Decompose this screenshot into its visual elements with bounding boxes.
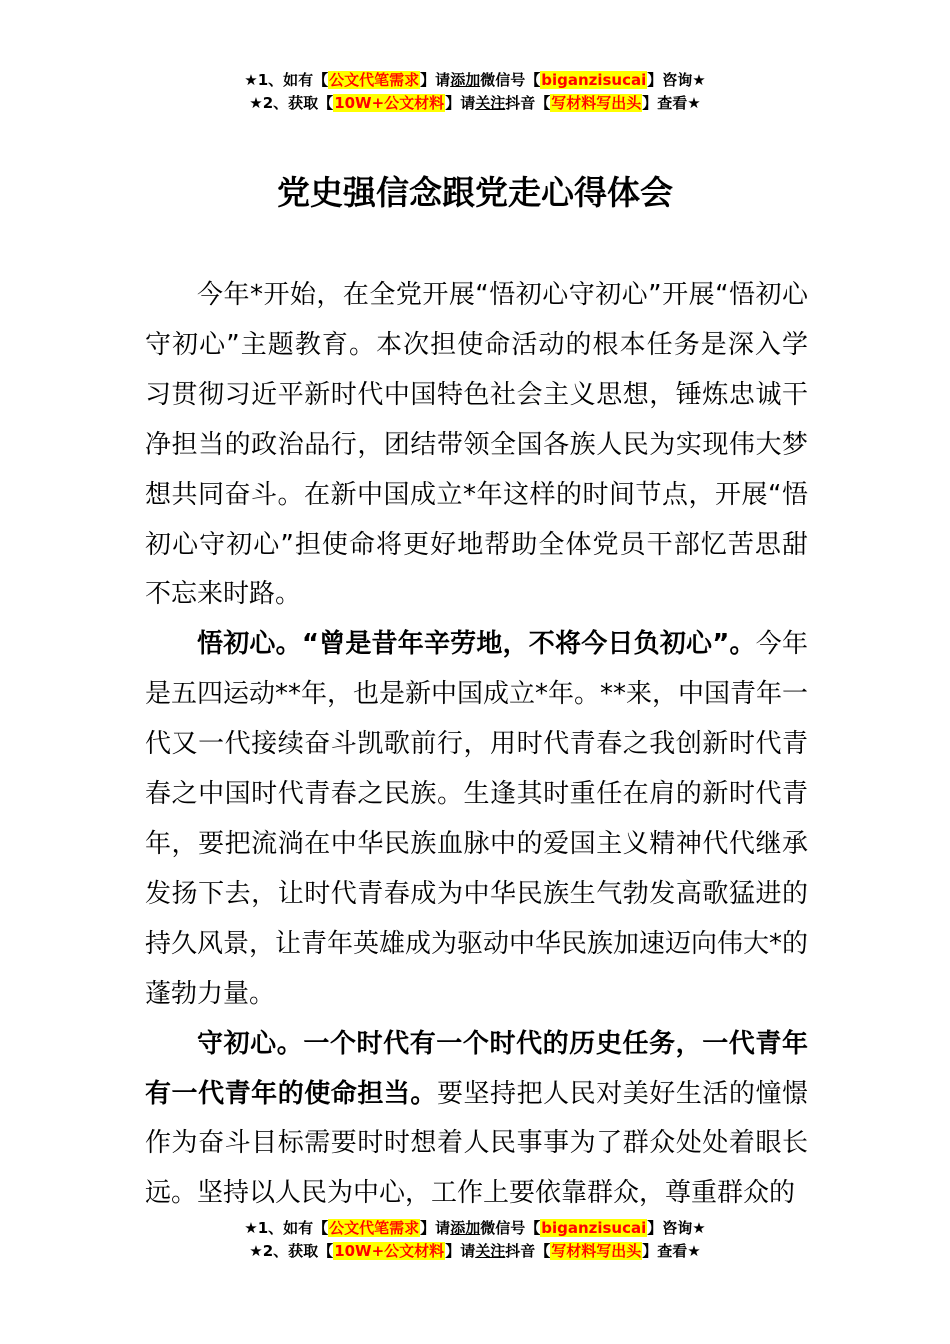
highlight-writing-service: 公文代笔需求	[329, 1219, 420, 1237]
paragraph-heading: 守初心。一个时代有一个时代的历史任务，一代青年有一代青年的使命担当。	[145, 1028, 808, 1109]
banner-line-1: ★1、如有【公文代笔需求】请添加微信号【biganzisucai】咨询★	[244, 71, 706, 89]
banner-line-1: ★1、如有【公文代笔需求】请添加微信号【biganzisucai】咨询★	[244, 1219, 706, 1237]
document-title: 党史强信念跟党走心得体会	[277, 173, 673, 212]
highlight-wechat-id: biganzisucai	[541, 71, 647, 89]
highlight-wechat-id: biganzisucai	[541, 1219, 647, 1237]
highlight-materials: 10W+公文材料	[334, 1242, 445, 1260]
paragraph-wu-chuxin: 悟初心。“曾是昔年辛劳地，不将今日负初心”。今年是五四运动**年，也是新中国成立*年。**来，中国青年一代又一代接续奋斗凯歌前行，用时代青春之我创新时代青春之中国时代青春之民族。生逢其时重任在肩的新时代青年，要把流淌在中华民族血脉中的爱国主义精神代代继承发扬下去，让时代青春成为中华民族生气勃发高歌猛进的持久风景，让青年英雄成为驱动中华民族加速迈向伟大*的蓬勃力量。	[145, 629, 809, 1009]
highlight-douyin-account: 写材料写出头	[551, 1242, 642, 1260]
footer-banner	[0, 1217, 950, 1263]
highlight-douyin-account: 写材料写出头	[551, 94, 642, 112]
paragraph-shou-chuxin: 守初心。一个时代有一个时代的历史任务，一代青年有一代青年的使命担当。要坚持把人民对美好生活的憧憬作为奋斗目标需要时时想着人民事事为了群众处处着眼长远。坚持以人民为中心，工作上要依靠群众，尊重群众的	[145, 1028, 808, 1209]
document-body	[145, 271, 808, 1219]
highlight-materials: 10W+公文材料	[334, 94, 445, 112]
banner-line-2: ★2、获取【10W+公文材料】请关注抖音【写材料写出头】查看★	[249, 94, 701, 112]
header-banner	[0, 69, 950, 115]
highlight-writing-service: 公文代笔需求	[329, 71, 420, 89]
paragraph-heading: 悟初心。“曾是昔年辛劳地，不将今日负初心”。	[197, 629, 756, 660]
banner-line-2: ★2、获取【10W+公文材料】请关注抖音【写材料写出头】查看★	[249, 1242, 701, 1260]
paragraph-intro: 今年*开始，在全党开展“悟初心守初心”开展“悟初心守初心”主题教育。本次担使命活动的根本任务是深入学习贯彻习近平新时代中国特色社会主义思想，锤炼忠诚干净担当的政治品行，团结带领全国各族人民为实现伟大梦想共同奋斗。在新中国成立*年这样的时间节点，开展“悟初心守初心”担使命将更好地帮助全体党员干部忆苦思甜不忘来时路。	[145, 280, 808, 610]
